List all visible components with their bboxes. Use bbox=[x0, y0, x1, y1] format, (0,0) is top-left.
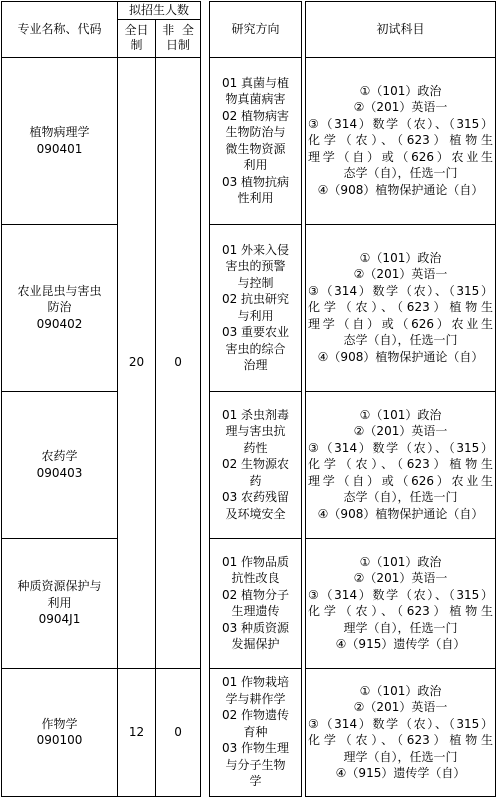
header-major: 专业名称、代码 bbox=[2, 2, 118, 58]
header-parttime: 非 全 日制 bbox=[156, 19, 201, 57]
header-enroll: 拟招生人数 bbox=[118, 2, 201, 20]
direction-cell: 01 真菌与植 物真菌病害 02 植物病害 生物防治与 微生物资源 利用 03 植物抗病 性利用 bbox=[210, 57, 302, 224]
direction-cell: 01 杀虫剂毒 理与害虫抗 药性 02 生物源农 药 03 农药残留 及环境安全 bbox=[210, 391, 302, 538]
exam-cell: ①（101）政治 ②（201）英语一 ③（314）数学（农）、（315） 化学（农）、（623）植物生 理学（自）或（626）农业生 态学（自），任选一门 ④（908）植物保护通论（自） bbox=[306, 224, 496, 391]
exam-cell: ①（101）政治 ②（201）英语一 ③（314）数学（农）、（315） 化学（农）、（623）植物生 理学（自），任选一门 ④（915）遗传学（自） bbox=[306, 668, 496, 796]
major-cell: 农业昆虫与害虫 防治 090402 bbox=[2, 224, 118, 391]
table-row bbox=[2, 57, 496, 224]
parttime-count: 0 bbox=[156, 668, 201, 796]
header-exam: 初试科目 bbox=[306, 2, 496, 58]
exam-cell: ①（101）政治 ②（201）英语一 ③（314）数学（农）、（315） 化学（农）、（623）植物生 理学（自）或（626）农业生 态学（自），任选一门 ④（908）植物保护通论（自） bbox=[306, 57, 496, 224]
column-gap bbox=[201, 57, 210, 796]
parttime-count: 0 bbox=[156, 57, 201, 668]
major-cell: 种质资源保护与 利用 0904J1 bbox=[2, 538, 118, 668]
major-cell: 植物病理学 090401 bbox=[2, 57, 118, 224]
header-direction: 研究方向 bbox=[210, 2, 302, 58]
enrollment-table bbox=[1, 1, 496, 797]
fulltime-count: 20 bbox=[118, 57, 156, 668]
fulltime-count: 12 bbox=[118, 668, 156, 796]
direction-cell: 01 作物栽培 学与耕作学 02 作物遗传 育种 03 作物生理 与分子生物 学 bbox=[210, 668, 302, 796]
table-row bbox=[2, 538, 496, 668]
major-cell: 农药学 090403 bbox=[2, 391, 118, 538]
direction-cell: 01 外来入侵 害虫的预警 与控制 02 抗虫研究 与利用 03 重要农业 害虫的综合 治理 bbox=[210, 224, 302, 391]
column-gap bbox=[201, 2, 210, 58]
exam-cell: ①（101）政治 ②（201）英语一 ③（314）数学（农）、（315） 化学（农）、（623）植物生 理学（自），任选一门 ④（915）遗传学（自） bbox=[306, 538, 496, 668]
exam-cell: ①（101）政治 ②（201）英语一 ③（314）数学（农）、（315） 化学（农）、（623）植物生 理学（自）或（626）农业生 态学（自），任选一门 ④（908）植物保护通论（自） bbox=[306, 391, 496, 538]
table-row bbox=[2, 391, 496, 538]
header-fulltime: 全日 制 bbox=[118, 19, 156, 57]
table-row bbox=[2, 668, 496, 796]
direction-cell: 01 作物品质 抗性改良 02 植物分子 生理遗传 03 种质资源 发掘保护 bbox=[210, 538, 302, 668]
table-row bbox=[2, 224, 496, 391]
header-row-top bbox=[2, 2, 496, 20]
major-cell: 作物学 090100 bbox=[2, 668, 118, 796]
